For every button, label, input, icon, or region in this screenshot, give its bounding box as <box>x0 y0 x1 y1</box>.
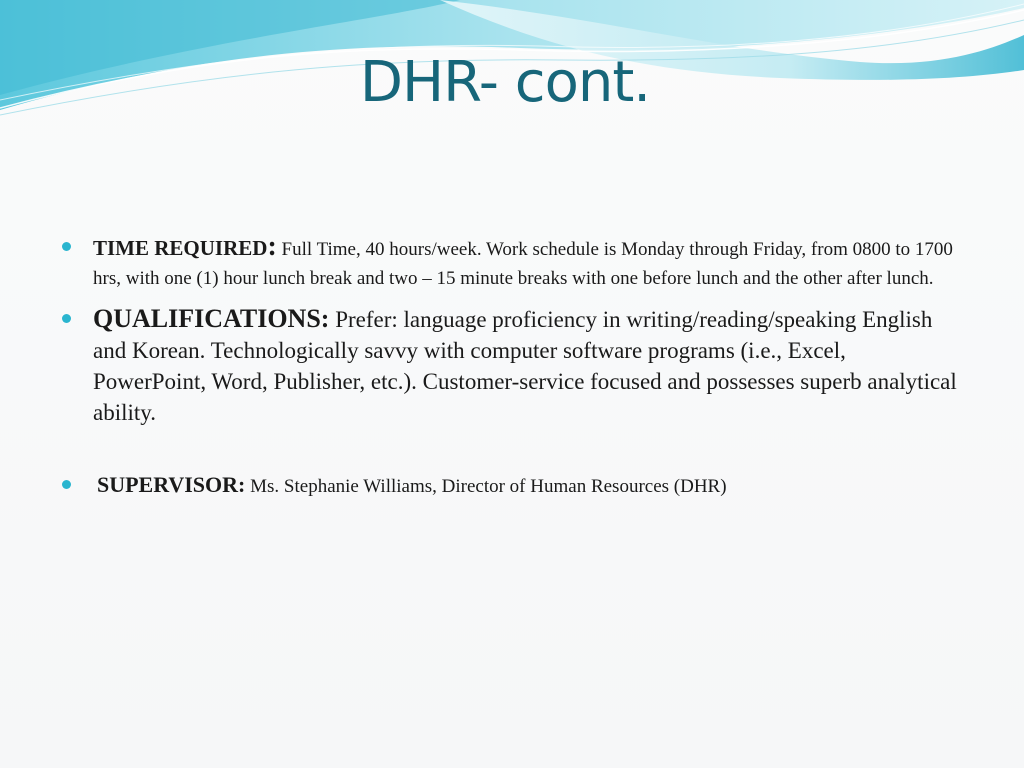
bullet-dot-icon <box>62 314 71 323</box>
bullet-qualifications <box>62 303 962 428</box>
bullet-dot-icon <box>62 480 71 489</box>
bullet-label: SUPERVISOR: <box>97 472 246 497</box>
bullet-text: Full Time, 40 hours/week. Work schedule is Monday through Friday, from 0800 to 1700 hrs, with one (1) hour lunch break and two – 15 minute breaks with one before lunch and the other after lunch. <box>93 239 953 289</box>
bullet-text: Prefer: language proficiency in writing/reading/speaking English and Korean. Technologically savvy with computer software programs (i.e., Excel, PowerPoint, Word, Publisher, etc.). Customer-service focused and possesses superb analytical ability. <box>93 307 957 425</box>
bullet-dot-icon <box>62 242 71 251</box>
slide-title: DHR- cont. <box>359 50 651 115</box>
bullet-label: QUALIFICATIONS: <box>93 304 330 333</box>
bullet-label-colon: : <box>267 231 277 262</box>
bullet-text: Ms. Stephanie Williams, Director of Human Resources (DHR) <box>245 476 727 497</box>
bullet-list <box>62 232 962 501</box>
bullet-supervisor <box>62 470 962 501</box>
bullet-label: TIME REQUIRED <box>93 236 268 260</box>
bullet-time-required <box>62 232 962 293</box>
